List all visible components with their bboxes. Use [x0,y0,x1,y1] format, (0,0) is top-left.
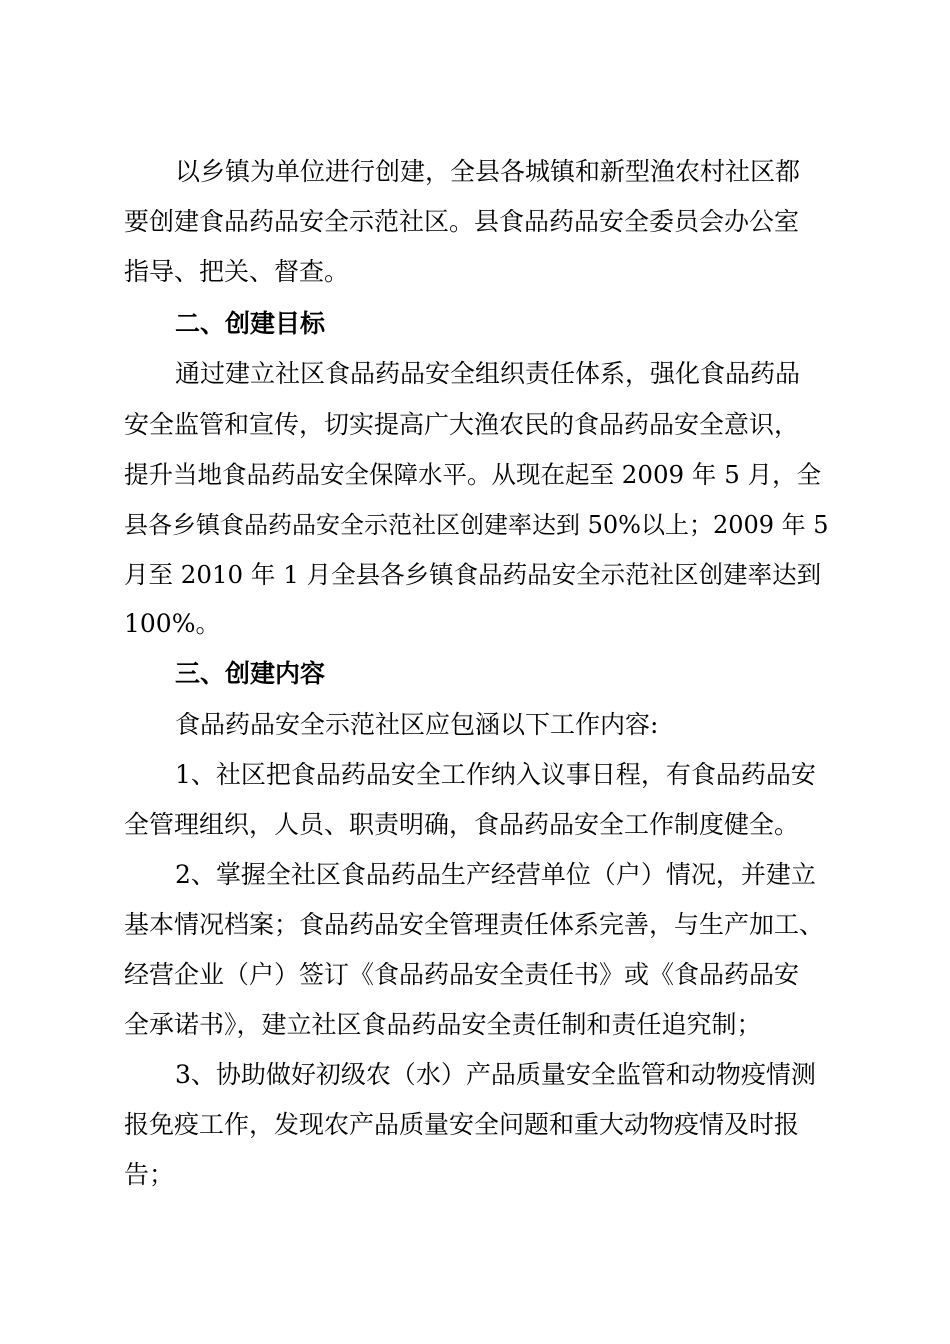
body-text-line: 100%。 [124,609,221,638]
body-text-line: 食品药品安全示范社区应包涵以下工作内容: [175,710,659,739]
body-text-line: 指导、把关、督查。 [124,257,350,286]
body-text-line: 县各乡镇食品药品安全示范社区创建率达到 50%以上；2009 年 5 [124,511,829,539]
body-text-line: 经营企业（户）签订《食品药品安全责任书》或《食品药品安 [124,960,800,989]
body-text-line: 告； [124,1160,175,1189]
body-text-line: 全承诺书》，建立社区食品药品安全责任制和责任追究制； [124,1010,762,1039]
body-text-line: 安全监管和宣传，切实提高广大渔农民的食品药品安全意识， [124,410,800,439]
body-text-line: 报免疫工作，发现农产品质量安全问题和重大动物疫情及时报 [124,1110,800,1139]
body-text-line: 基本情况档案；食品药品安全管理责任体系完善，与生产加工、 [124,910,825,939]
body-text-line: 月至 2010 年 1 月全县各乡镇食品药品安全示范社区创建率达到 [124,560,822,589]
body-text-line: 通过建立社区食品药品安全组织责任体系，强化食品药品 [175,359,801,388]
body-text-line: 全管理组织，人员、职责明确，食品药品安全工作制度健全。 [124,810,800,839]
body-text-line: 要创建食品药品安全示范社区。县食品药品安全委员会办公室 [124,207,800,236]
body-text-line: 提升当地食品药品安全保障水平。从现在起至 2009 年 5 月，全 [124,460,822,489]
body-text-line: 3、协助做好初级农（水）产品质量安全监管和动物疫情测 [175,1060,816,1089]
body-text-line: 以乡镇为单位进行创建，全县各城镇和新型渔农村社区都 [175,157,801,186]
body-text-line: 2、掌握全社区食品药品生产经营单位（户）情况，并建立 [175,860,816,889]
section-heading: 三、创建内容 [175,659,326,688]
section-heading: 二、创建目标 [175,309,326,338]
body-text-line: 1、社区把食品药品安全工作纳入议事日程，有食品药品安 [175,760,816,789]
